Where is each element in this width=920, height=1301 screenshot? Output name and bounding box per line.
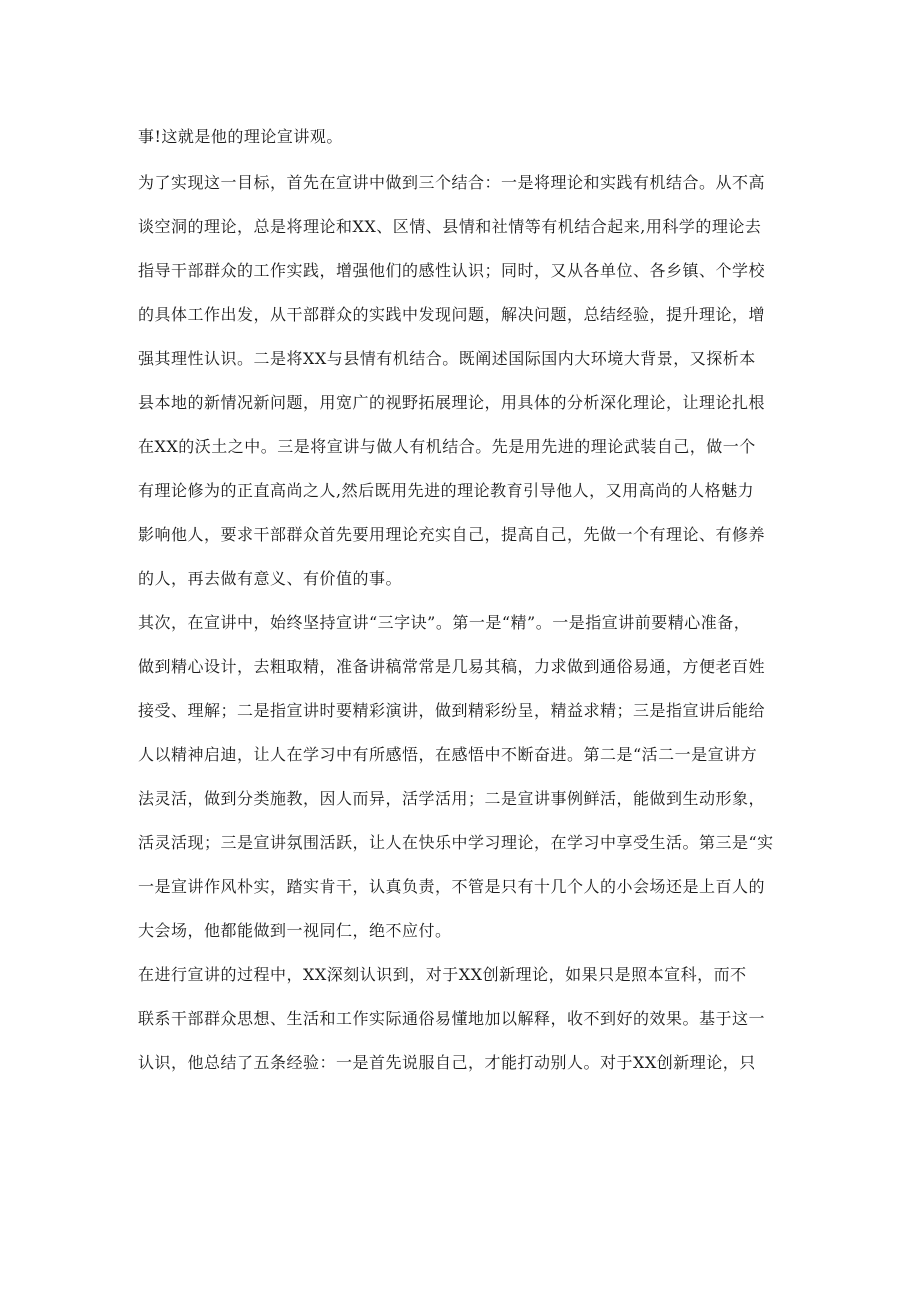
text-line: 谈空洞的理论，总是将理论和XX、区情、县情和社情等有机结合起来,用科学的理论去 [138, 217, 762, 236]
text-line: 在XX的沃土之中。三是将宣讲与做人有机结合。先是用先进的理论武装自己，做一个 [138, 437, 756, 456]
text-line: 联系干部群众思想、生活和工作实际通俗易懂地加以解释，收不到好的效果。基于这一 [138, 1009, 766, 1028]
text-line: 事!这就是他的理论宣讲观。 [138, 127, 343, 146]
text-line: 人以精神启迪，让人在学习中有所感悟，在感悟中不断奋进。第二是“活二一是宣讲方 [138, 745, 758, 764]
text-line: 活灵活现；三是宣讲氛围活跃，让人在快乐中学习理论，在学习中享受生活。第三是“实 [138, 833, 774, 852]
text-line: 指导干部群众的工作实践，增强他们的感性认识；同时，又从各单位、各乡镇、个学校 [138, 261, 766, 280]
text-line: 大会场，他都能做到一视同仁，绝不应付。 [138, 921, 452, 940]
text-line: 在进行宣讲的过程中，XX深刻认识到，对于XX创新理论，如果只是照本宣科，而不 [138, 965, 747, 984]
text-line: 为了实现这一目标，首先在宣讲中做到三个结合：一是将理论和实践有机结合。从不高 [138, 173, 766, 192]
text-line: 接受、理解；二是指宣讲时要精彩演讲，做到精彩纷呈，精益求精；三是指宣讲后能给 [138, 701, 766, 720]
text-line: 影响他人，要求干部群众首先要用理论充实自己，提高自己，先做一个有理论、有修养 [138, 525, 766, 544]
text-line: 县本地的新情况新问题，用宽广的视野拓展理论，用具体的分析深化理论，让理论扎根 [138, 393, 766, 412]
text-line: 认识，他总结了五条经验：一是首先说服自己，才能打动别人。对于XX创新理论，只 [138, 1053, 756, 1072]
text-line: 做到精心设计，去粗取精，准备讲稿常常是几易其稿，力求做到通俗易通，方便老百姓 [138, 657, 766, 676]
text-line: 的具体工作出发，从干部群众的实践中发现问题，解决问题，总结经验，提升理论，增 [138, 305, 766, 324]
text-line: 其次，在宣讲中，始终坚持宣讲“三字诀”。第一是“精”。一是指宣讲前要精心准备， [138, 613, 751, 632]
text-line: 法灵活，做到分类施教，因人而异，活学活用；二是宣讲事例鲜活，能做到生动形象， [138, 789, 766, 808]
text-line: 的人，再去做有意义、有价值的事。 [138, 569, 403, 588]
text-line: 有理论修为的正直高尚之人,然后既用先进的理论教育引导他人，又用高尚的人格魅力 [138, 481, 755, 500]
text-line: 强其理性认识。二是将XX与县情有机结合。既阐述国际国内大环境大背景，又探析本 [138, 349, 756, 368]
text-line: 一是宣讲作风朴实，踏实肯干，认真负责，不管是只有十几个人的小会场还是上百人的 [138, 877, 766, 896]
